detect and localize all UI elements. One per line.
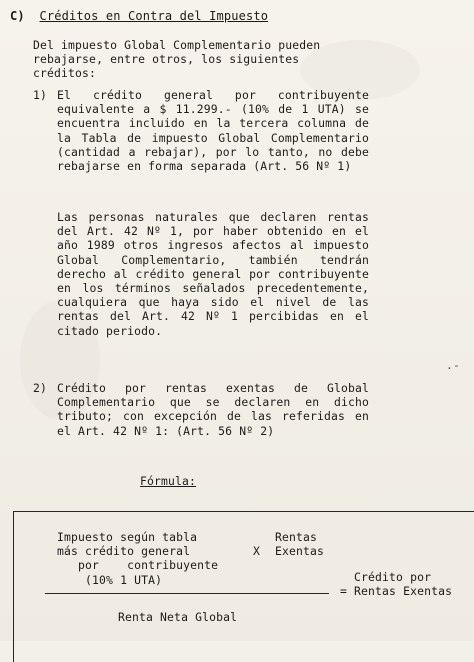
item-text: El crédito general por contribuyente equivalente a $ 11.299.- (10% de 1 UTA) se encuentra incluido en la tercera columna de la Tabla de impuesto Global Complementario (cantidad a rebajar), por lo tanto, no debe rebajarse en forma separada (Art. 56 Nº 1) bbox=[57, 88, 377, 174]
item-number: 1) bbox=[33, 88, 48, 102]
intro-paragraph: Del impuesto Global Complementario pueden rebajarse, entre otros, los siguientes créditos: bbox=[33, 38, 321, 81]
item-number: 2) bbox=[33, 381, 48, 395]
formula-label: Fórmula: bbox=[140, 474, 197, 488]
section-heading bbox=[10, 9, 268, 23]
formula-exempt-income: Rentas Exentas bbox=[275, 530, 325, 559]
formula-operator: X bbox=[253, 544, 261, 558]
item-text: Crédito por rentas exentas de Global Complementario que se declaren en dicho tributo; con excepción de las referidas en el Art. 42 Nº 1: (Art. 56 Nº 2) bbox=[57, 381, 377, 438]
fraction-line bbox=[45, 593, 329, 594]
section-label: C) bbox=[10, 9, 25, 23]
formula-result: Crédito por = Rentas Exentas bbox=[340, 570, 453, 599]
margin-mark: .- bbox=[446, 358, 461, 372]
section-title: Créditos en Contra del Impuesto bbox=[39, 9, 269, 23]
item-extra-paragraph: Las personas naturales que declaren rentas del Art. 42 Nº 1, por haber obtenido en el año 1989 otros ingresos afectos al impuesto Global Complementario, también tendrán derecho al crédito general por contribuyente en los términos señalados precedentemente, cualquiera que haya sido el nivel de las rentas del Art. 42 Nº 1 percibidas en el citado periodo. bbox=[57, 210, 377, 338]
formula-denominator: Renta Neta Global bbox=[118, 610, 238, 624]
formula-numerator: Impuesto según tabla más crédito general por contribuyente (10% 1 UTA) bbox=[57, 530, 219, 587]
